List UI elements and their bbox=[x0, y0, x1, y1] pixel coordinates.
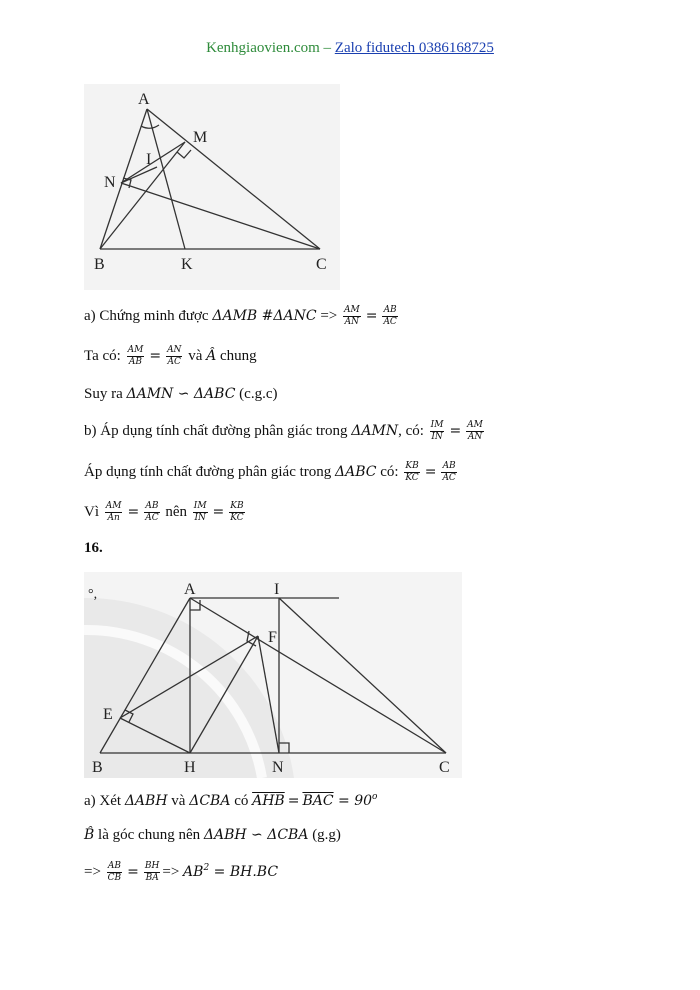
math-triangle: ΔAMN bbox=[351, 422, 399, 439]
math-angle-BAC: $\overline{BAC}$ bbox=[302, 793, 334, 809]
math-angle-AHB: $\overline{AHB}$ bbox=[252, 793, 285, 809]
math-angle-B: B̂ bbox=[84, 827, 95, 843]
fraction: $\frac{KB}{KC}$ bbox=[230, 501, 244, 523]
text: , có: bbox=[398, 422, 428, 439]
text: là góc chung nên bbox=[94, 827, 204, 843]
math-expression-rest: = BH.BC bbox=[209, 863, 279, 880]
solution16-part-b bbox=[84, 827, 341, 844]
label-A: A bbox=[184, 581, 196, 598]
solution16-part-a: a) Xét ΔABH và ΔCBA có $\overline{AHB} = \overline{BAC} = 90^o$ bbox=[84, 792, 378, 809]
solution16-part-c: => $\frac{AB}{CB}$ = $\frac{BH}{BA}$ => $AB^2 = BH.BC$ bbox=[84, 861, 279, 883]
solution-vi: Vì $\frac{AM}{An}$ = $\frac{AB}{AC}$ nên $\frac{IM}{IN}$ = $\frac{KB}{KC}$ bbox=[84, 501, 244, 523]
math-expression: AB bbox=[183, 863, 204, 880]
fraction: $\frac{AM}{AN}$ bbox=[343, 305, 360, 327]
text: Suy ra bbox=[84, 386, 127, 402]
text: => bbox=[162, 863, 184, 880]
math-similarity: ΔABH ∽ ΔCBA bbox=[203, 827, 309, 843]
header-separator: – bbox=[319, 40, 335, 56]
label-I: I bbox=[146, 151, 152, 168]
label-C: C bbox=[316, 256, 327, 273]
fraction: $\frac{AB}{CB}$ bbox=[107, 861, 122, 883]
fraction: $\frac{AM}{AN}$ bbox=[467, 420, 483, 442]
text: có bbox=[230, 793, 253, 809]
label-H: H bbox=[184, 759, 196, 776]
text: a) Chứng minh được bbox=[84, 307, 213, 324]
math-angle: Â bbox=[206, 347, 217, 364]
math-similarity: ΔAMN ∽ ΔABC bbox=[126, 386, 236, 402]
text: chung bbox=[216, 347, 257, 364]
label-C: C bbox=[439, 759, 450, 776]
label-M: M bbox=[193, 129, 208, 146]
label-degree: °, bbox=[88, 587, 98, 602]
math-degree: o bbox=[372, 792, 378, 802]
label-B: B bbox=[94, 256, 105, 273]
label-B: B bbox=[92, 759, 103, 776]
fraction: $\frac{IM}{IN}$ bbox=[193, 501, 207, 523]
fraction: $\frac{AB}{AC}$ bbox=[383, 305, 397, 327]
math-value: = 90 bbox=[333, 793, 373, 809]
fraction: $\frac{AN}{AC}$ bbox=[167, 345, 182, 367]
solution-taco: Ta có: $\frac{AM}{AB}$ = $\frac{AN}{AC}$ và Â chung bbox=[84, 345, 257, 367]
math-triangle: ΔABC bbox=[335, 463, 377, 480]
label-N: N bbox=[272, 759, 284, 776]
text: Ta có: bbox=[84, 347, 125, 364]
text: nên bbox=[161, 503, 191, 520]
math-triangle: ΔABH bbox=[124, 793, 168, 809]
math-triangle: ΔCBA bbox=[189, 793, 231, 809]
arrow: => bbox=[316, 307, 341, 324]
label-F: F bbox=[268, 629, 277, 646]
label-A: A bbox=[138, 91, 150, 108]
contact-link[interactable]: Zalo fidutech 0386168725 bbox=[334, 40, 494, 56]
fraction: $\frac{BH}{BA}$ bbox=[144, 861, 160, 883]
solution-suyra bbox=[84, 386, 277, 403]
site-name[interactable]: Kenhgiaovien.com bbox=[206, 40, 320, 56]
fraction: $\frac{AB}{AC}$ bbox=[145, 501, 159, 523]
solution-part-b2: Áp dụng tính chất đường phân giác trong ΔABC có: $\frac{KB}{KC}$ = $\frac{AB}{AC}$ bbox=[84, 461, 456, 483]
math-similarity: ΔAMB #ΔANC bbox=[212, 307, 317, 324]
label-I: I bbox=[274, 581, 280, 598]
problem-number: 16. bbox=[84, 540, 103, 556]
text: và bbox=[184, 347, 207, 364]
text: và bbox=[167, 793, 190, 809]
solution-part-b1: b) Áp dụng tính chất đường phân giác trong ΔAMN, có: $\frac{IM}{IN}$ = $\frac{AM}{AN}$ bbox=[84, 420, 483, 442]
text: a) Xét bbox=[84, 793, 125, 809]
text: (c.g.c) bbox=[235, 386, 278, 402]
math-exponent: 2 bbox=[203, 862, 210, 873]
text: b) Áp dụng tính chất đường phân giác trong bbox=[84, 422, 352, 439]
fraction: $\frac{AM}{An}$ bbox=[105, 501, 122, 523]
solution-part-a: a) Chứng minh được ΔAMB #ΔANC => $\frac{AM}{AN}$ = $\frac{AB}{AC}$ bbox=[84, 305, 397, 327]
label-K: K bbox=[181, 256, 193, 273]
label-N: N bbox=[104, 174, 116, 191]
text: (g.g) bbox=[308, 827, 341, 843]
text: có: bbox=[376, 463, 403, 480]
text: Áp dụng tính chất đường phân giác trong bbox=[84, 463, 336, 480]
figure-problem-16 bbox=[84, 572, 462, 778]
text: => bbox=[84, 863, 105, 880]
text: Vì bbox=[84, 503, 103, 520]
page-header bbox=[0, 40, 700, 57]
fraction: $\frac{AM}{AB}$ bbox=[127, 345, 144, 367]
label-E: E bbox=[103, 706, 113, 723]
fraction: $\frac{IM}{IN}$ bbox=[430, 420, 444, 442]
fraction: $\frac{AB}{AC}$ bbox=[442, 461, 456, 483]
figure-triangle-abc bbox=[84, 84, 340, 290]
fraction: $\frac{KB}{KC}$ bbox=[405, 461, 419, 483]
